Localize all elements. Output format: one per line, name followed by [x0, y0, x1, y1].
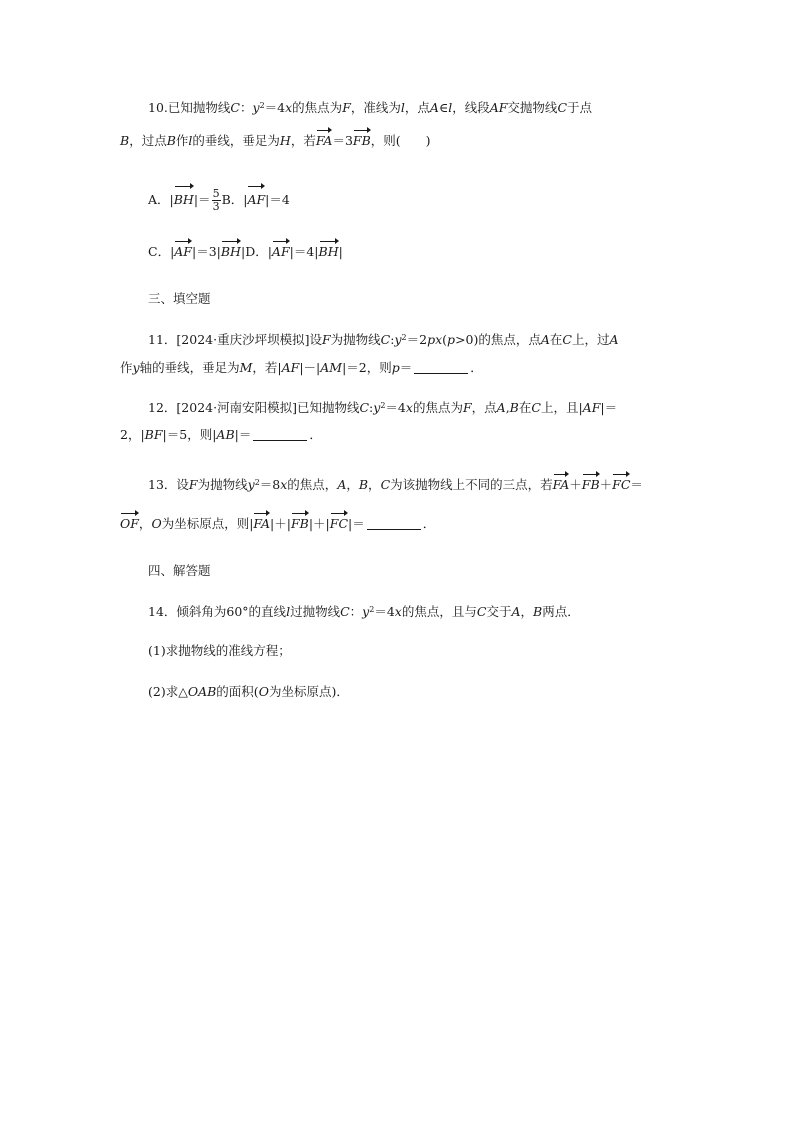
math-var: y — [247, 477, 255, 492]
text: 已知抛物线 — [167, 100, 231, 115]
text: ，过点 — [129, 133, 167, 148]
math-var: B — [166, 133, 176, 148]
text: ，若| — [252, 360, 282, 375]
text: 为抛物线 — [330, 332, 381, 347]
text: 在 — [549, 332, 563, 347]
question-number: 13． — [148, 477, 177, 492]
math-var: B — [120, 133, 130, 148]
text: ， — [138, 516, 152, 531]
section-heading-fill-in: 三、填空题 — [148, 291, 211, 306]
text: 的焦点，且与 — [401, 604, 477, 619]
math-var: A — [337, 477, 347, 492]
text: 在 — [518, 400, 532, 415]
text: 设 — [176, 477, 189, 492]
text: 的焦点， — [287, 477, 338, 492]
text: |＝ — [234, 427, 252, 442]
math-var: x — [435, 332, 443, 347]
q13-line2 — [120, 516, 435, 532]
text: ，则( ) — [370, 133, 431, 148]
option-d-label: D．| — [245, 244, 272, 259]
q13-line1 — [148, 477, 643, 493]
text: ， — [368, 477, 381, 492]
vector-fc: FC — [612, 477, 631, 492]
text: |＝5，则| — [162, 427, 217, 442]
answer-blank[interactable] — [367, 517, 421, 530]
vector-fc: FC — [329, 516, 349, 531]
text: ，准线为 — [350, 100, 401, 115]
text: ： — [239, 100, 253, 115]
math-var: l — [286, 604, 291, 619]
text: 倾斜角为60°的直线 — [176, 604, 287, 619]
denominator: 3 — [212, 200, 220, 213]
text: 为抛物线 — [197, 477, 248, 492]
math-var: F — [342, 100, 351, 115]
text: 于点 — [567, 100, 593, 115]
vector-of: OF — [120, 516, 139, 531]
q12-line2 — [120, 427, 322, 443]
text: ＝8 — [259, 477, 281, 492]
vector-fa: FA — [315, 133, 333, 148]
text: ＝2 — [406, 332, 428, 347]
vector-bh: BH — [220, 244, 241, 259]
text: : — [369, 400, 374, 415]
option-b-label: B．| — [221, 192, 248, 207]
math-var: A — [540, 332, 550, 347]
math-var: C — [380, 477, 391, 492]
text: 作 — [120, 360, 133, 375]
text: 的焦点为 — [292, 100, 343, 115]
text: ： — [349, 604, 363, 619]
text: (2)求△ — [148, 684, 188, 699]
question-number: 14． — [148, 604, 177, 619]
text: 作 — [175, 133, 189, 148]
math-var: C — [531, 400, 541, 415]
text: ＝4 — [374, 604, 395, 619]
text: ． — [470, 360, 483, 375]
q11-line2 — [120, 360, 483, 376]
q12-line1 — [148, 400, 617, 416]
q10-options-ab — [148, 188, 290, 213]
math-var: B — [533, 604, 543, 619]
vector-fa: FA — [552, 477, 570, 492]
math-var: x — [394, 604, 402, 619]
math-var: AM — [320, 360, 343, 375]
math-var: A — [511, 604, 521, 619]
vector-bh: BH — [174, 189, 194, 211]
math-var: H — [279, 133, 291, 148]
numerator: 5 — [212, 187, 220, 200]
text: ． — [422, 516, 436, 531]
vector-fb: FB — [581, 477, 600, 492]
q14-line1 — [148, 604, 580, 620]
vector-fa: FA — [253, 516, 271, 531]
text: ， — [520, 604, 533, 619]
text: 交于 — [486, 604, 512, 619]
text: |＝ — [600, 400, 618, 415]
q14-sub2 — [148, 684, 349, 700]
math-var: BF — [144, 427, 163, 442]
text: | — [338, 244, 343, 259]
math-var: B — [509, 400, 519, 415]
math-var: OAB — [187, 684, 217, 699]
math-var: x — [405, 400, 413, 415]
exponent: 2 — [259, 101, 265, 110]
math-var: y — [252, 100, 260, 115]
math-var: C — [359, 400, 370, 415]
question-source: [2024·河南安阳模拟] — [176, 400, 297, 415]
text: 上，且| — [540, 400, 583, 415]
text: |＋| — [270, 516, 291, 531]
math-var: l — [188, 133, 193, 148]
text: ，点 — [471, 400, 497, 415]
math-var: A — [609, 332, 619, 347]
text: |＝ — [348, 516, 365, 531]
math-var: A — [496, 400, 506, 415]
math-var: C — [476, 604, 487, 619]
math-var: y — [132, 360, 140, 375]
text: |＋| — [308, 516, 330, 531]
text: 交抛物线 — [507, 100, 558, 115]
answer-blank[interactable] — [414, 361, 468, 374]
text: 过抛物线 — [290, 604, 341, 619]
math-var: O — [151, 516, 162, 531]
text: |＝4| — [289, 244, 319, 259]
text: ，点 — [404, 100, 430, 115]
text: 上，过 — [572, 332, 610, 347]
text: 两点． — [542, 604, 580, 619]
math-var: y — [362, 604, 370, 619]
math-var: l — [448, 100, 453, 115]
vector-af: AF — [174, 244, 192, 259]
option-c-label: C．| — [148, 244, 175, 259]
text: >0)的焦点，点 — [455, 332, 541, 347]
vector-fb: FB — [290, 516, 309, 531]
text: |＝3| — [191, 244, 221, 259]
vector-fb: FB — [352, 133, 371, 148]
text: | — [240, 244, 246, 259]
math-var: M — [239, 360, 253, 375]
q14-sub1: (1)求抛物线的准线方程； — [148, 643, 291, 658]
text: 的垂线，垂足为 — [192, 133, 280, 148]
text: |＝ — [193, 192, 211, 207]
exponent: 2 — [401, 333, 407, 342]
text: 的焦点为 — [412, 400, 463, 415]
question-source: [2024·重庆沙坪坝模拟] — [176, 332, 310, 347]
text: 设 — [309, 332, 322, 347]
text: ＝ — [399, 360, 413, 375]
q11-line1 — [148, 332, 619, 348]
math-var: F — [188, 477, 198, 492]
text: ，若 — [290, 133, 316, 148]
text: ＝3 — [332, 133, 353, 148]
exponent: 2 — [380, 401, 386, 410]
math-var: AB — [216, 427, 235, 442]
text: : — [390, 332, 395, 347]
math-var: y — [394, 332, 402, 347]
math-var: C — [380, 332, 391, 347]
text: 轴的垂线，垂足为 — [139, 360, 240, 375]
fraction — [212, 188, 221, 213]
math-var: O — [258, 684, 269, 699]
text: 为坐标原点)． — [268, 684, 349, 699]
text: , — [505, 400, 510, 415]
math-var: p — [391, 360, 400, 375]
math-var: F — [321, 332, 331, 347]
math-var: AF — [489, 100, 508, 115]
math-var: p — [427, 332, 436, 347]
math-var: AF — [582, 400, 601, 415]
vector-bh: BH — [318, 244, 339, 259]
question-number: 11． — [148, 332, 177, 347]
math-var: C — [562, 332, 572, 347]
text: ＋ — [599, 477, 613, 492]
text: 的面积( — [216, 684, 259, 699]
question-number: 10. — [148, 100, 168, 115]
vector-af: AF — [247, 189, 265, 211]
text: |＝4 — [265, 192, 290, 207]
section-heading-answer: 四、解答题 — [148, 563, 211, 578]
text: ． — [309, 427, 322, 442]
math-var: C — [340, 604, 350, 619]
math-var: F — [462, 400, 472, 415]
text: ， — [346, 477, 359, 492]
math-var: C — [230, 100, 240, 115]
text: 为坐标原点，则| — [161, 516, 254, 531]
q10-line2 — [120, 133, 431, 149]
math-var: B — [358, 477, 369, 492]
exponent: 2 — [369, 605, 375, 614]
math-var: AF — [281, 360, 300, 375]
math-var: A — [429, 100, 439, 115]
text: |－| — [299, 360, 321, 375]
text: ＋ — [569, 477, 582, 492]
option-a-label: A．| — [148, 192, 174, 207]
text: |＝2，则 — [342, 360, 392, 375]
text: ＝4 — [385, 400, 406, 415]
math-var: x — [280, 477, 288, 492]
math-var: l — [400, 100, 405, 115]
text: 为该抛物线上不同的三点，若 — [390, 477, 553, 492]
q10-options-cd — [148, 244, 343, 260]
math-var: y — [373, 400, 381, 415]
question-number: 12． — [148, 400, 177, 415]
text: ∈ — [438, 100, 449, 115]
text: 已知抛物线 — [296, 400, 360, 415]
math-var: p — [447, 332, 456, 347]
q10-line1 — [148, 100, 592, 116]
answer-blank[interactable] — [253, 428, 307, 441]
math-var: x — [285, 100, 293, 115]
vector-af: AF — [271, 244, 290, 259]
text: ＝ — [630, 477, 643, 492]
exponent: 2 — [254, 478, 260, 487]
text: ( — [442, 332, 448, 347]
text: ，线段 — [452, 100, 490, 115]
text: 2，| — [120, 427, 145, 442]
text: ＝4 — [264, 100, 286, 115]
math-var: C — [557, 100, 568, 115]
